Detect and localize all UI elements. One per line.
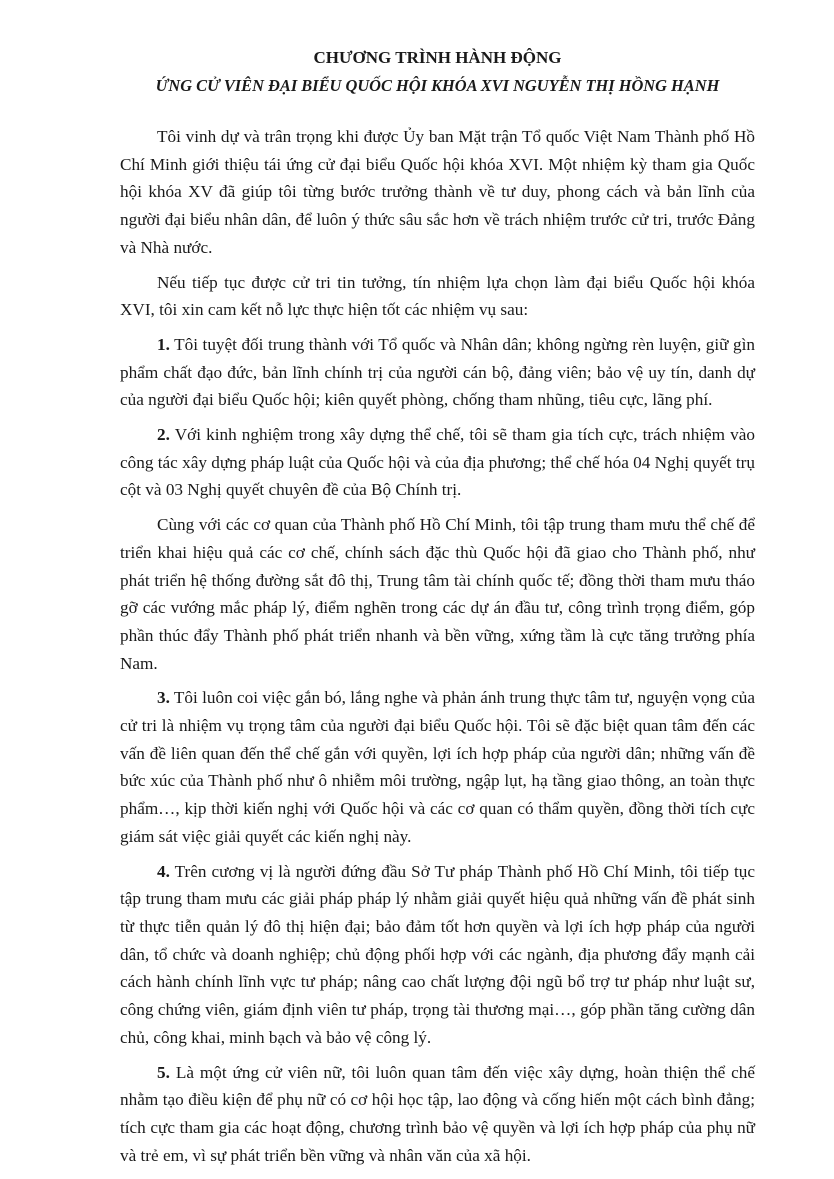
item-text: Tôi luôn coi việc gắn bó, lắng nghe và phản ánh trung thực tâm tư, nguyện vọng của cử tri là nhiệm vụ trọng tâm của người đại biểu Quốc hội. Tôi sẽ đặc biệt quan tâm đến các vấn đề liên quan đến thể chế gắn với quyền, lợi ích hợp pháp của người dân; những vấn đề bức xúc của Thành phố như ô nhiễm môi trường, ngập lụt, hạ tầng giao thông, an toàn thực phẩm…, kịp thời kiến nghị với Quốc hội và các cơ quan có thẩm quyền, đồng thời tích cực giám sát việc giải quyết các kiến nghị này. — [120, 688, 755, 846]
document-page — [120, 44, 755, 1176]
item-text: Tôi tuyệt đối trung thành với Tổ quốc và Nhân dân; không ngừng rèn luyện, giữ gìn phẩm chất đạo đức, bản lĩnh chính trị của người cán bộ, đảng viên; bảo vệ uy tín, danh dự của người đại biểu Quốc hội; kiên quyết phòng, chống tham nhũng, tiêu cực, lãng phí. — [120, 334, 755, 410]
item-number: 2. — [157, 425, 170, 445]
item-number: 4. — [157, 861, 170, 881]
item-number: 5. — [157, 1062, 170, 1082]
intro-paragraph-2: Nếu tiếp tục được cử tri tin tưởng, tín nhiệm lựa chọn làm đại biểu Quốc hội khóa XVI, tôi xin cam kết nỗ lực thực hiện tốt các nhiệm vụ sau: — [120, 272, 755, 320]
commitment-item-2-continued: Cùng với các cơ quan của Thành phố Hồ Chí Minh, tôi tập trung tham mưu thể chế để triển khai hiệu quả các cơ chế, chính sách đặc thù Quốc hội đã giao cho Thành phố, như phát triển hệ thống đường sắt đô thị, Trung tâm tài chính quốc tế; đồng thời tham mưu tháo gỡ các vướng mắc pháp lý, điểm nghẽn trong các dự án đầu tư, công trình trọng điểm, góp phần thúc đẩy Thành phố phát triển nhanh và bền vững, xứng tầm là cực tăng trưởng phía Nam. — [120, 515, 755, 673]
document-heading — [120, 44, 755, 100]
commitment-item-2 — [120, 421, 755, 504]
commitment-item-3 — [120, 684, 755, 850]
commitment-item-4 — [120, 858, 755, 1052]
document-subtitle: ỨNG CỬ VIÊN ĐẠI BIỂU QUỐC HỘI KHÓA XVI NGUYỄN THỊ HỒNG HẠNH — [155, 76, 720, 95]
document-title: CHƯƠNG TRÌNH HÀNH ĐỘNG — [313, 48, 562, 67]
intro-paragraph-1: Tôi vinh dự và trân trọng khi được Ủy ban Mặt trận Tổ quốc Việt Nam Thành phố Hồ Chí Minh giới thiệu tái ứng cử đại biểu Quốc hội khóa XVI. Một nhiệm kỳ tham gia Quốc hội khóa XV đã giúp tôi từng bước trưởng thành về tư duy, phong cách và bản lĩnh của người đại biểu nhân dân, để luôn ý thức sâu sắc hơn về trách nhiệm trước cử tri, trước Đảng và Nhà nước. — [120, 127, 755, 257]
item-text: Với kinh nghiệm trong xây dựng thể chế, tôi sẽ tham gia tích cực, trách nhiệm vào công tác xây dựng pháp luật của Quốc hội và của địa phương; thể chế hóa 04 Nghị quyết trụ cột và 03 Nghị quyết chuyên đề của Bộ Chính trị. — [120, 425, 755, 500]
commitment-item-1 — [120, 331, 755, 414]
item-number: 1. — [157, 334, 170, 354]
item-text: Trên cương vị là người đứng đầu Sở Tư pháp Thành phố Hồ Chí Minh, tôi tiếp tục tập trung tham mưu các giải pháp pháp lý nhằm giải quyết hiệu quả những vấn đề phát sinh từ thực tiễn quản lý đô thị hiện đại; bảo đảm tốt hơn quyền và lợi ích hợp pháp của người dân, tổ chức và doanh nghiệp; chủ động phối hợp với các ngành, địa phương đẩy mạnh cải cách hành chính lĩnh vực tư pháp; nâng cao chất lượng đội ngũ bổ trợ tư pháp như luật sư, công chứng viên, giám định viên tư pháp, trọng tài thương mại…, góp phần tăng cường dân chủ, công khai, minh bạch và bảo vệ công lý. — [120, 861, 755, 1047]
commitment-item-5 — [120, 1059, 755, 1170]
item-text: Là một ứng cử viên nữ, tôi luôn quan tâm đến việc xây dựng, hoàn thiện thể chế nhằm tạo điều kiện để phụ nữ có cơ hội học tập, lao động và cống hiến một cách bình đẳng; tích cực tham gia các hoạt động, chương trình bảo vệ quyền và lợi ích hợp pháp của phụ nữ và trẻ em, vì sự phát triển bền vững và nhân văn của xã hội. — [120, 1062, 755, 1165]
item-number: 3. — [157, 688, 170, 708]
